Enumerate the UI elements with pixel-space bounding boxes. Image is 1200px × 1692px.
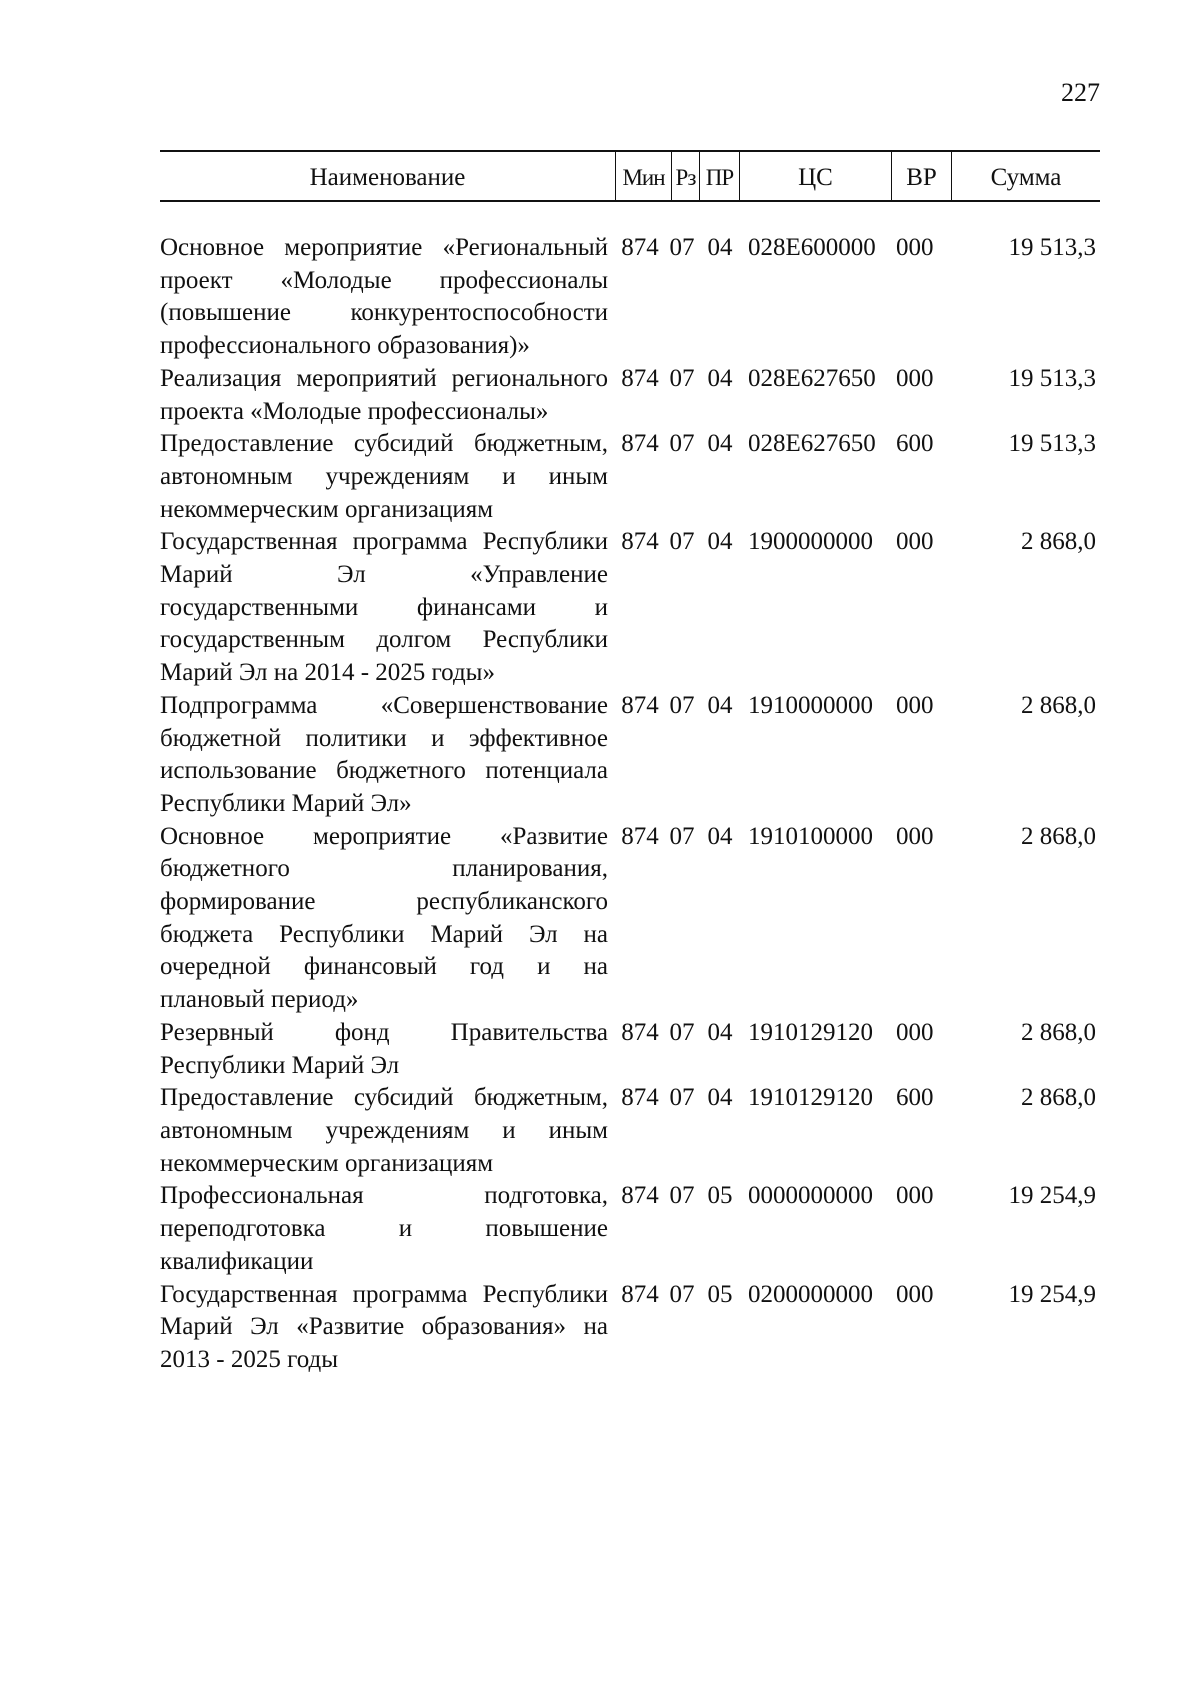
header-pr: ПР [700,152,740,200]
row-cs: 028E627650 [748,364,876,392]
row-sum: 2 868,0 [1021,691,1096,719]
row-name: Резервный фонд Правительства Республики Марий Эл [160,1018,608,1079]
row-sum: 19 513,3 [1008,364,1096,392]
row-name: Основное мероприятие «Региональный проект «Молодые профессионалы (повышение конкурентоспособности профессионального образования)» [160,234,608,360]
row-min: 874 [621,1018,659,1046]
row-sum: 19 254,9 [1008,1182,1096,1210]
row-rz: 07 [669,691,695,719]
row-vr: 000 [896,528,934,556]
table-header [160,150,1100,202]
row-pr: 05 [707,1280,733,1308]
row-min: 874 [621,528,659,556]
row-pr: 04 [707,364,733,392]
row-cs: 0200000000 [748,1280,873,1308]
row-sum: 19 513,3 [1008,234,1096,261]
budget-table [160,150,1100,1377]
table-row [160,526,1100,690]
table-row [160,363,1100,428]
row-pr: 04 [707,430,733,458]
row-name: Профессиональная подготовка, переподготовка и повышение квалификации [160,1182,608,1275]
row-name: Государственная программа Республики Марий Эл «Управление государственными финансами и государственным долгом Республики Марий Эл на 2014 - 2025 годы» [160,528,608,687]
row-cs: 1910000000 [748,691,873,719]
row-name: Государственная программа Республики Марий Эл «Развитие образования» на 2013 - 2025 годы [160,1280,608,1373]
row-vr: 000 [896,691,934,719]
row-pr: 04 [707,822,733,850]
row-vr: 000 [896,822,934,850]
row-rz: 07 [669,1280,695,1308]
row-vr: 000 [896,1280,934,1308]
row-pr: 04 [707,234,733,261]
row-rz: 07 [669,1084,695,1112]
row-min: 874 [621,1280,659,1308]
page-number: 227 [1061,78,1100,107]
table-row [160,1180,1100,1278]
row-pr: 05 [707,1182,733,1210]
row-vr: 600 [896,430,934,458]
row-pr: 04 [707,691,733,719]
table-row [160,1082,1100,1180]
row-sum: 19 254,9 [1008,1280,1096,1308]
header-name: Наименование [160,152,616,200]
row-min: 874 [621,364,659,392]
row-rz: 07 [669,822,695,850]
row-vr: 600 [896,1084,934,1112]
row-rz: 07 [669,528,695,556]
row-cs: 1900000000 [748,528,873,556]
table-row [160,428,1100,526]
row-min: 874 [621,1084,659,1112]
table-row [160,690,1100,821]
table-row [160,1279,1100,1377]
header-cs: ЦС [740,152,892,200]
row-min: 874 [621,1182,659,1210]
row-rz: 07 [669,1182,695,1210]
row-cs: 028E600000 [748,234,876,261]
row-sum: 2 868,0 [1021,528,1096,556]
row-vr: 000 [896,1182,934,1210]
row-min: 874 [621,430,659,458]
row-vr: 000 [896,364,934,392]
row-pr: 04 [707,1018,733,1046]
row-rz: 07 [669,1018,695,1046]
row-vr: 000 [896,1018,934,1046]
table-row [160,821,1100,1017]
row-sum: 2 868,0 [1021,822,1096,850]
row-pr: 04 [707,528,733,556]
row-sum: 2 868,0 [1021,1084,1096,1112]
row-name: Основное мероприятие «Развитие бюджетного планирования, формирование республиканского бюджета Республики Марий Эл на очередной финансовый год и на плановый период» [160,822,608,1014]
row-sum: 2 868,0 [1021,1018,1096,1046]
row-min: 874 [621,691,659,719]
row-cs: 028E627650 [748,430,876,458]
row-rz: 07 [669,234,695,261]
header-min: Мин [616,152,672,200]
row-rz: 07 [669,430,695,458]
row-cs: 0000000000 [748,1182,873,1210]
row-name: Предоставление субсидий бюджетным, автономным учреждениям и иным некоммерческим организациям [160,430,608,523]
row-min: 874 [621,822,659,850]
row-name: Реализация мероприятий регионального проекта «Молодые профессионалы» [160,364,608,425]
table-row [160,232,1100,363]
header-vr: ВР [892,152,952,200]
row-cs: 1910129120 [748,1018,873,1046]
row-min: 874 [621,234,659,261]
header-sum: Сумма [990,164,1062,191]
row-sum: 19 513,3 [1008,430,1096,458]
row-rz: 07 [669,364,695,392]
table-row [160,1017,1100,1082]
row-name: Подпрограмма «Совершенствование бюджетной политики и эффективное использование бюджетного потенциала Республики Марий Эл» [160,691,608,817]
row-cs: 1910100000 [748,822,873,850]
row-pr: 04 [707,1084,733,1112]
row-cs: 1910129120 [748,1084,873,1112]
table-body [160,202,1100,1377]
header-rz: Рз [672,152,700,200]
row-name: Предоставление субсидий бюджетным, автономным учреждениям и иным некоммерческим организациям [160,1084,608,1177]
row-vr: 000 [896,234,934,261]
